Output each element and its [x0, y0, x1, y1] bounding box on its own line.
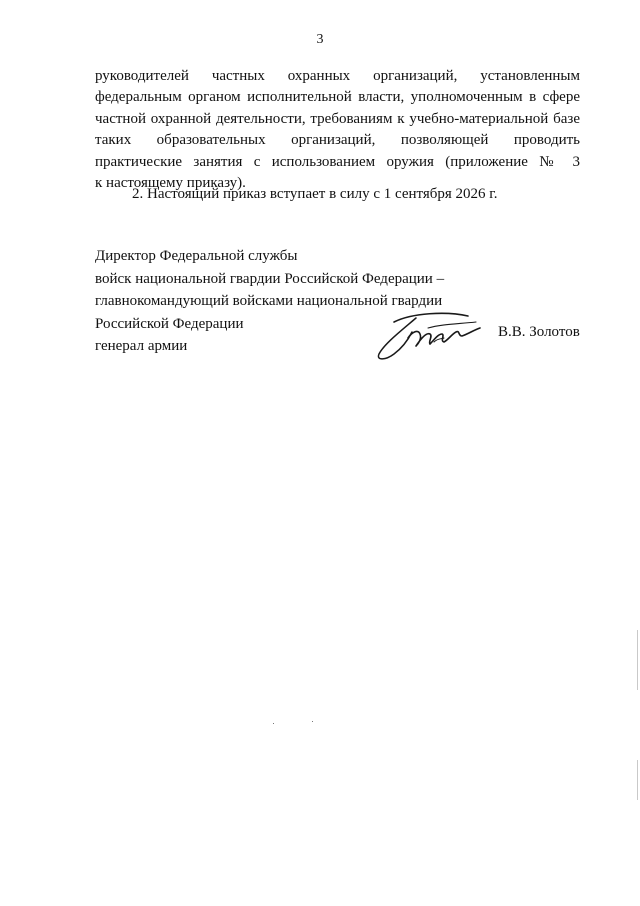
scan-speck — [312, 721, 313, 722]
paragraph-effective-date: 2. Настоящий приказ вступает в силу с 1 сентября 2026 г. — [132, 186, 498, 202]
scan-speck — [273, 723, 274, 724]
page-number: 3 — [316, 32, 324, 47]
signatory-name: В.В. Золотов — [498, 324, 580, 340]
paragraph-line: федеральным органом исполнительной власти, уполномоченным в сфере — [95, 89, 580, 106]
paragraph-line: к настоящему приказу). — [95, 174, 246, 191]
signatory-title-line: Директор Федеральной службы — [95, 248, 298, 264]
signatory-title-line: Российской Федерации — [95, 315, 244, 332]
paragraph-line: таких образовательных организаций, позволяющей проводить — [95, 132, 580, 149]
paragraph-line: практические занятия с использованием оружия (приложение № 3 — [95, 153, 580, 170]
paragraph-line: руководителей частных охранных организаций, установленным — [95, 68, 580, 84]
scan-edge-mark — [637, 760, 638, 800]
signatory-title-line: главнокомандующий войсками национальной гвардии — [95, 293, 443, 310]
signatory-rank: генерал армии — [95, 338, 188, 355]
paragraph-continuation — [95, 66, 580, 194]
signatory-title-line: войск национальной гвардии Российской Федерации – — [95, 270, 445, 287]
scan-edge-mark — [637, 630, 638, 690]
handwritten-signature — [372, 308, 484, 364]
paragraph-line: частной охранной деятельности, требованиям к учебно-материальной базе — [95, 110, 580, 127]
